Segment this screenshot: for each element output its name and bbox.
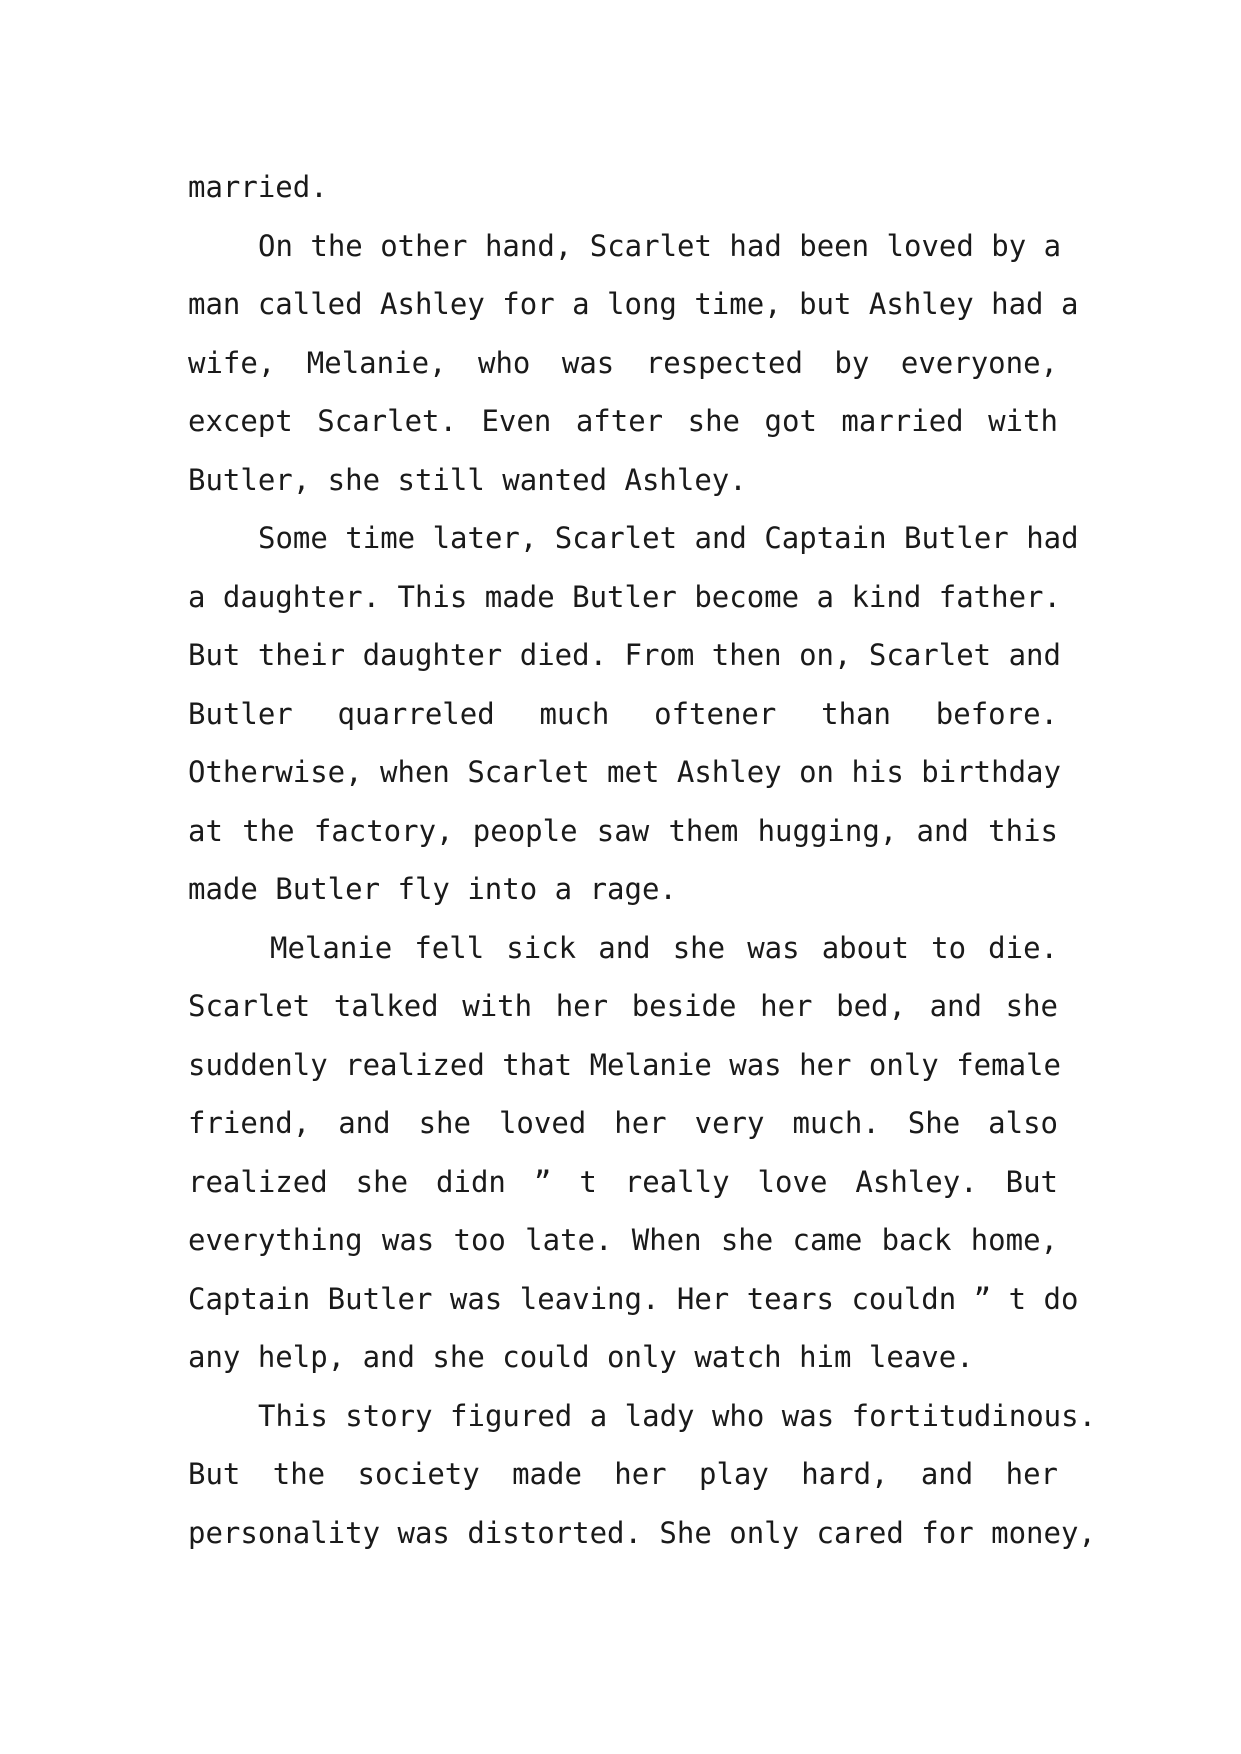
text-line: at the factory, people saw them hugging, and this [188,813,1058,848]
text-line: Captain Butler was leaving. Her tears couldn ” t do [188,1281,1079,1316]
text-line: friend, and she loved her very much. She also [188,1106,1058,1140]
body-text [188,158,1097,1562]
text-line: personality was distorted. She only cared for money, [188,1515,1096,1550]
text-line: suddenly realized that Melanie was her only female [188,1047,1061,1082]
text-line: Butler, she still wanted Ashley. [188,462,747,497]
paragraph-first-line: On the other hand, Scarlet had been loved by a [258,228,1062,263]
paragraph-first-line: Melanie fell sick and she was about to die. [270,930,1058,965]
text-line: Butler quarreled much oftener than before. [188,696,1058,731]
text-line: wife, Melanie, who was respected by everyone, [188,345,1058,380]
paragraph-first-line: This story figured a lady who was fortitudinous. [258,1398,1097,1433]
text-line: But the society made her play hard, and her [188,1457,1058,1491]
text-line: except Scarlet. Even after she got married with [188,404,1058,438]
text-line: realized she didn ” t really love Ashley. But [188,1164,1058,1199]
text-line: married. [188,170,328,204]
text-line: everything was too late. When she came back home, [188,1223,1058,1257]
text-line: But their daughter died. From then on, Scarlet and [188,638,1061,672]
text-line: Otherwise, when Scarlet met Ashley on his birthday [188,755,1061,789]
text-line: a daughter. This made Butler become a kind father. [188,579,1061,614]
text-line: made Butler fly into a rage. [188,872,677,906]
text-line: Scarlet talked with her beside her bed, and she [188,989,1058,1023]
text-line: any help, and she could only watch him leave. [188,1340,974,1374]
text-line: man called Ashley for a long time, but Ashley had a [188,287,1079,321]
paragraph-first-line: Some time later, Scarlet and Captain Butler had [258,521,1079,555]
